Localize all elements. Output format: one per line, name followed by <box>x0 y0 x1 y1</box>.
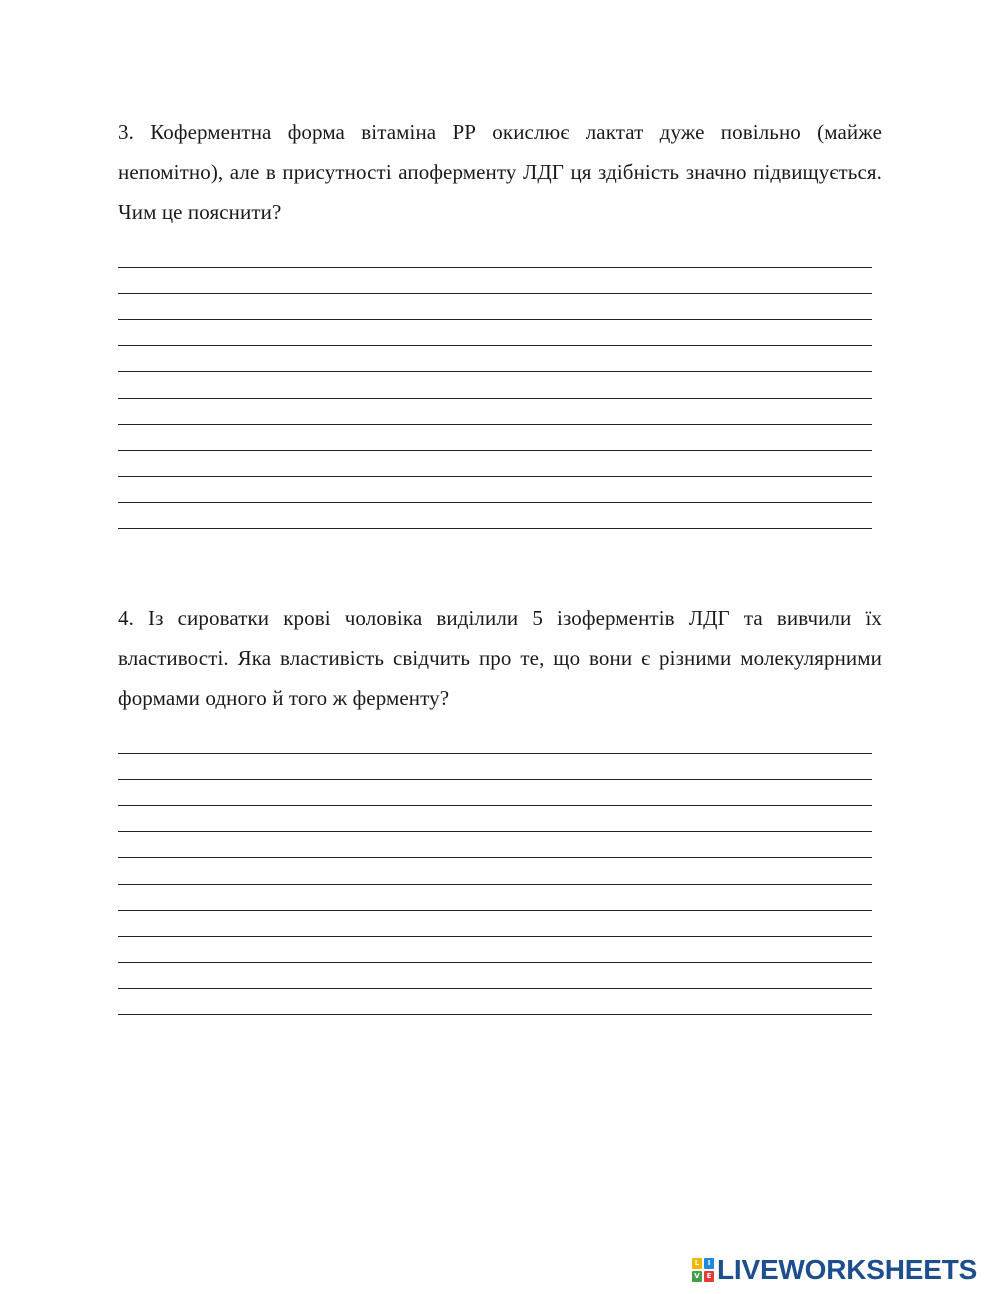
question-3-text: 3. Коферментна форма вітаміна РР окислює лактат дуже повільно (майже непомітно), але в присутності апоферменту ЛДГ ця здібність значно підвищується. Чим це пояснити? <box>118 120 882 224</box>
answer-line[interactable] <box>118 885 872 911</box>
answer-line[interactable] <box>118 858 872 884</box>
answer-line[interactable] <box>118 399 872 425</box>
answer-line[interactable] <box>118 346 872 372</box>
liveworksheets-logo <box>692 1255 977 1285</box>
answer-line[interactable] <box>118 320 872 346</box>
question-3-answer-area[interactable] <box>118 242 872 529</box>
answer-line[interactable] <box>118 832 872 858</box>
answer-line[interactable] <box>118 937 872 963</box>
answer-line[interactable] <box>118 425 872 451</box>
answer-line[interactable] <box>118 806 872 832</box>
answer-line[interactable] <box>118 451 872 477</box>
answer-line[interactable] <box>118 963 872 989</box>
answer-line[interactable] <box>118 242 872 268</box>
question-4-text: 4. Із сироватки крові чоловіка виділили 5 ізоферментів ЛДГ та вивчили їх властивості. Яка властивість свідчить про те, що вони є різними молекулярними формами одного й того ж ферменту? <box>118 606 882 710</box>
liveworksheets-logo-icon: L I V E <box>692 1258 714 1282</box>
answer-line[interactable] <box>118 372 872 398</box>
answer-line[interactable] <box>118 728 872 754</box>
answer-line[interactable] <box>118 754 872 780</box>
question-4-answer-area[interactable] <box>118 728 872 1015</box>
answer-line[interactable] <box>118 294 872 320</box>
answer-line[interactable] <box>118 780 872 806</box>
answer-line[interactable] <box>118 268 872 294</box>
answer-line[interactable] <box>118 989 872 1015</box>
liveworksheets-logo-text: LIVEWORKSHEETS <box>717 1254 978 1285</box>
answer-line[interactable] <box>118 477 872 503</box>
answer-line[interactable] <box>118 911 872 937</box>
answer-line[interactable] <box>118 503 872 529</box>
